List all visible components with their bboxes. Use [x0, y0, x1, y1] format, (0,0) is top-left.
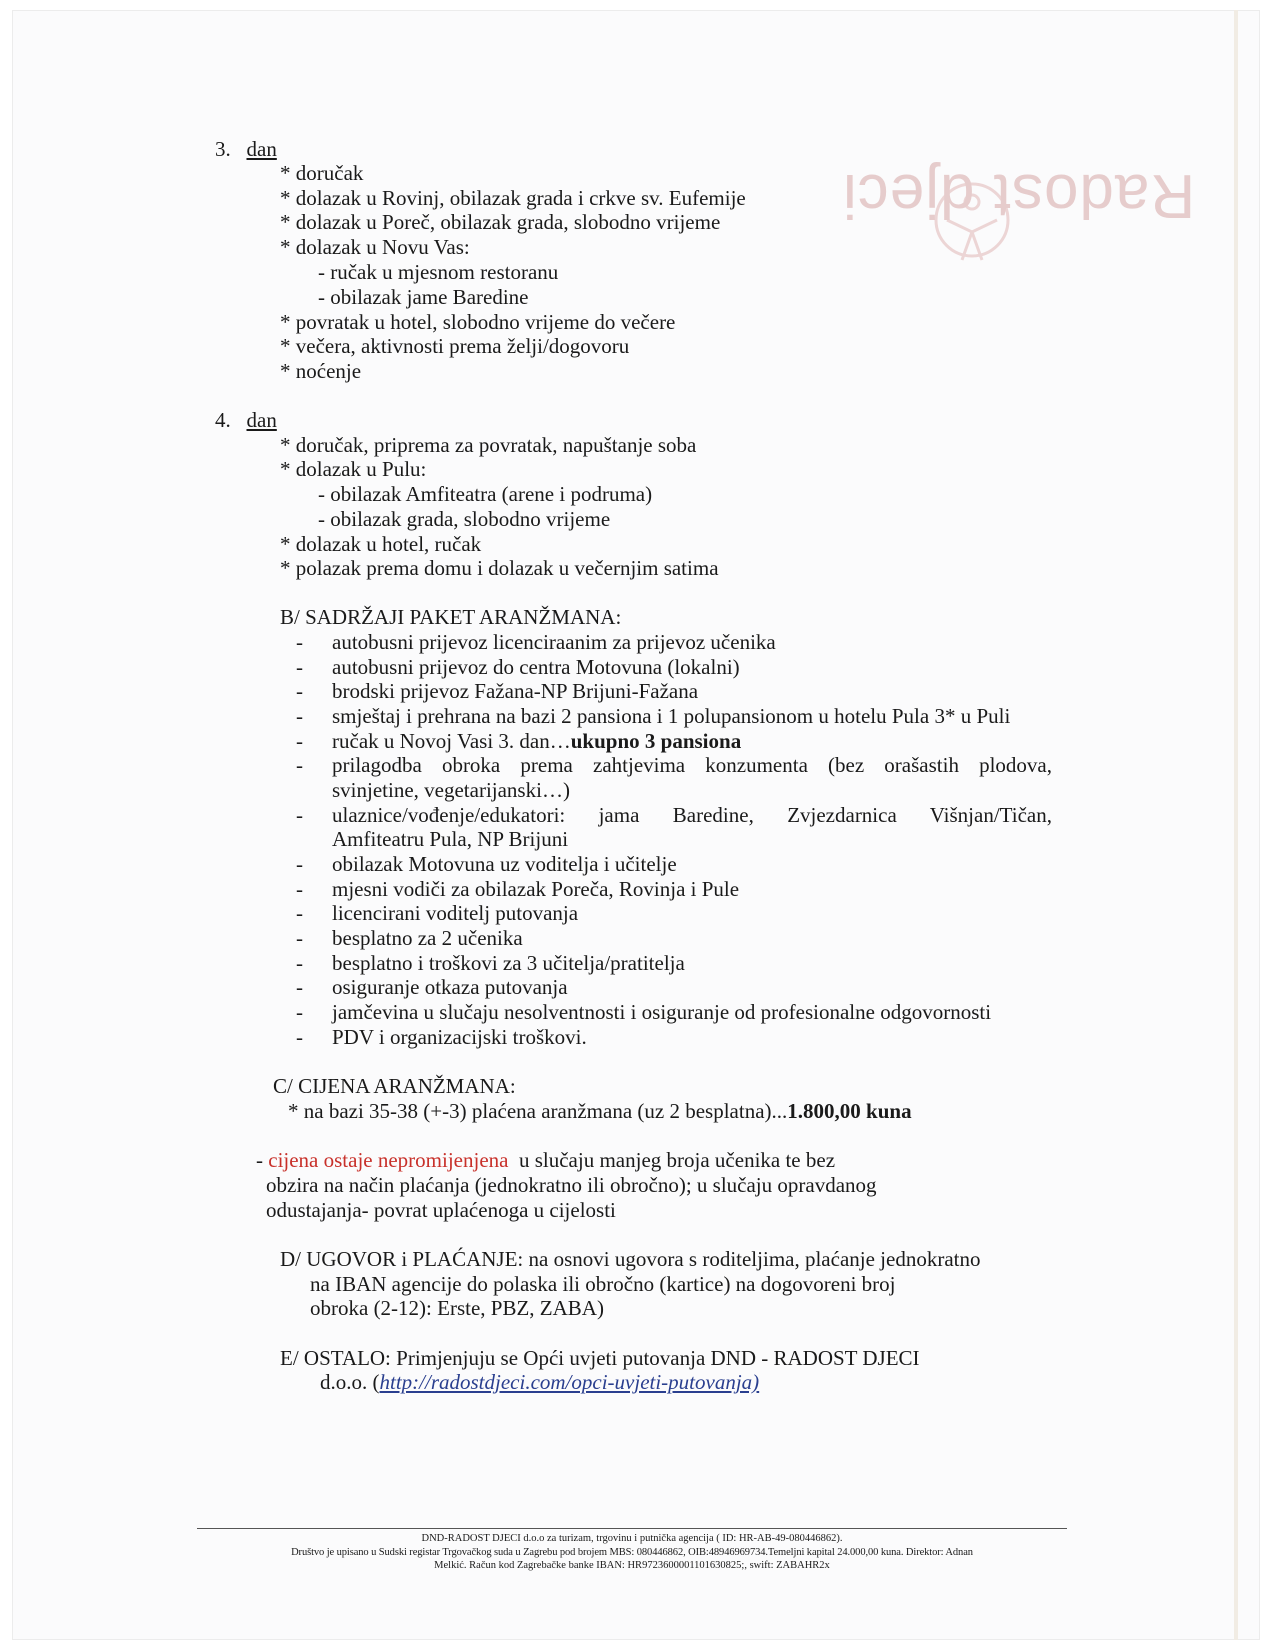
dash: - — [296, 753, 303, 777]
list-item-text: PDV i organizacijski troškovi. — [332, 1025, 587, 1049]
list-item-text: brodski prijevoz Fažana-NP Brijuni-Fažana — [332, 679, 699, 703]
list-item-text: mjesni vodiči za obilazak Poreča, Rovinja i Pule — [332, 877, 740, 901]
dash: - — [296, 877, 303, 901]
list-item-text: prilagodba obroka prema zahtjevima konzumenta (bez orašastih plodova, — [332, 753, 1052, 777]
dash: - — [296, 729, 303, 753]
list-item-text-plain: ručak u Novoj Vasi 3. dan… — [332, 729, 571, 753]
list-item-text: ulaznice/vođenje/edukatori: jama Baredine, Zvjezdarnica Višnjan/Tičan, — [332, 803, 1052, 827]
list-item-text: autobusni prijevoz do centra Motovuna (lokalni) — [332, 655, 740, 679]
list-item-text: osiguranje otkaza putovanja — [332, 975, 568, 999]
day3-item: * večera, aktivnosti prema želji/dogovoru — [280, 334, 630, 358]
list-item-text: Amfiteatru Pula, NP Brijuni — [332, 827, 569, 851]
list-item-text-bold: ukupno 3 pansiona — [570, 729, 742, 753]
watermark-brand: Radost djeci — [842, 161, 1196, 230]
footer-divider — [197, 1528, 1067, 1529]
day4-item: * polazak prema domu i dolazak u večernjim satima — [280, 556, 719, 580]
list-item-text: autobusni prijevoz licenciraanim za prijevoz učenika — [332, 630, 776, 654]
day3-item: * dolazak u Poreč, obilazak grada, slobodno vrijeme — [280, 210, 721, 234]
dash: - — [296, 655, 303, 679]
list-item-text: besplatno i troškovi za 3 učitelja/pratitelja — [332, 951, 685, 975]
note-text: u slučaju manjeg broja učenika te bez — [518, 1148, 836, 1172]
dash: - — [296, 679, 303, 703]
section-d-line2: na IBAN agencije do polaska ili obročno (kartice) na dogovoreni broj — [310, 1272, 896, 1296]
section-e-line1: E/ OSTALO: Primjenjuju se Opći uvjeti putovanja DND - RADOST DJECI — [280, 1346, 920, 1370]
list-item-text: jamčevina u slučaju nesolventnosti i osiguranje od profesionalne odgovornosti — [332, 1000, 992, 1024]
dash: - — [296, 1025, 303, 1049]
day4-subitem: - obilazak Amfiteatra (arene i podruma) — [318, 482, 653, 506]
day4-item: * doručak, priprema za povratak, napuštanje soba — [280, 433, 697, 457]
price-note-line1 — [256, 1147, 835, 1173]
list-item-text: smještaj i prehrana na bazi 2 pansiona i 1 polupansionom u hotelu Pula 3* u Puli — [332, 704, 1011, 728]
day4-item: * dolazak u hotel, ručak — [280, 532, 482, 556]
day4-heading — [215, 407, 277, 433]
list-item-text: besplatno za 2 učenika — [332, 926, 523, 950]
section-e-line2 — [320, 1369, 759, 1395]
price-note-line3: odustajanja- povrat uplaćenoga u cijelosti — [266, 1198, 616, 1222]
dash: - — [296, 852, 303, 876]
dash: - — [296, 951, 303, 975]
dash: - — [296, 1000, 303, 1024]
day3-subitem: - ručak u mjesnom restoranu — [318, 260, 559, 284]
day4-item: * dolazak u Pulu: — [280, 457, 427, 481]
note-dash: - — [256, 1148, 263, 1172]
list-item-text: licencirani voditelj putovanja — [332, 901, 579, 925]
footer-line1: DND-RADOST DJECI d.o.o za turizam, trgovinu i putnička agencija ( ID: HR-AB-49-080446862). — [421, 1533, 843, 1544]
dash: - — [296, 704, 303, 728]
section-c-title: C/ CIJENA ARANŽMANA: — [273, 1074, 516, 1098]
price-line — [288, 1098, 912, 1124]
list-item-text: svinjetine, vegetarijanski…) — [332, 778, 570, 802]
day3-item: * dolazak u Rovinj, obilazak grada i crkve sv. Eufemije — [280, 186, 746, 210]
day3-item: * dolazak u Novu Vas: — [280, 235, 470, 259]
dash: - — [296, 901, 303, 925]
dash: - — [296, 975, 303, 999]
day3-item: * doručak — [280, 161, 364, 185]
section-b-title: B/ SADRŽAJI PAKET ARANŽMANA: — [280, 605, 622, 629]
section-d-line1: D/ UGOVOR i PLAĆANJE: na osnovi ugovora s roditeljima, plaćanje jednokratno — [280, 1247, 981, 1271]
dash: - — [296, 630, 303, 654]
day4-subitem: - obilazak grada, slobodno vrijeme — [318, 507, 611, 531]
footer-line2: Društvo je upisano u Sudski registar Trgovačkog suda u Zagrebu pod brojem MBS: 080446862, OIB:48946969734.Temeljni kapital 24.000,00 kuna. Direktor: Adnan — [291, 1547, 973, 1558]
day3-item: * noćenje — [280, 359, 362, 383]
day3-label: dan — [246, 137, 277, 161]
day3-number: 3. — [215, 137, 231, 161]
price-note-line2: obzira na način plaćanja (jednokratno ili obročno); u slučaju opravdanog — [266, 1173, 877, 1197]
dash: - — [296, 926, 303, 950]
document-page — [12, 10, 1260, 1640]
day4-label: dan — [246, 408, 277, 432]
section-d-line3: obroka (2-12): Erste, PBZ, ZABA) — [310, 1296, 604, 1320]
price-value: 1.800,00 kuna — [787, 1099, 912, 1123]
list-item-text — [332, 728, 1052, 754]
day3-heading — [215, 136, 277, 162]
section-e-prefix: d.o.o. ( — [320, 1370, 380, 1394]
note-highlight: cijena ostaje nepromijenjena — [268, 1148, 509, 1172]
day4-number: 4. — [215, 408, 231, 432]
paper-fold-shadow — [1234, 10, 1238, 1640]
footer-line3: Melkić. Račun kod Zagrebačke banke IBAN: HR9723600001101630825;, swift: ZABAHR2x — [434, 1560, 830, 1571]
day3-subitem: - obilazak jame Baredine — [318, 285, 529, 309]
dash: - — [296, 803, 303, 827]
list-item-text: obilazak Motovuna uz voditelja i učitelje — [332, 852, 677, 876]
price-line-text: * na bazi 35-38 (+-3) plaćena aranžmana (uz 2 besplatna)... — [288, 1099, 788, 1123]
day3-item: * povratak u hotel, slobodno vrijeme do večere — [280, 310, 676, 334]
terms-link[interactable]: http://radostdjeci.com/opci-uvjeti-putovanja) — [379, 1370, 760, 1394]
